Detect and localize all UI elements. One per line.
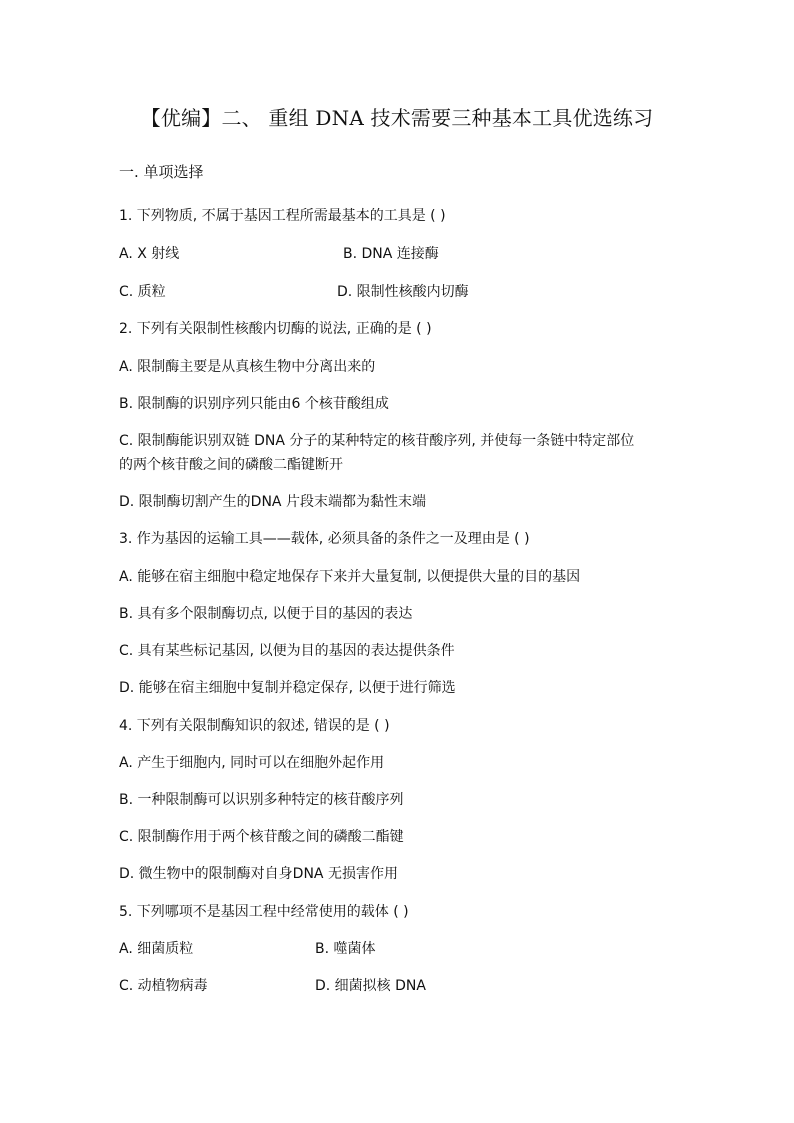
question-4-option-a: A. 产生于细胞内, 同时可以在细胞外起作用 bbox=[119, 755, 385, 771]
question-2-option-c-continued: 的两个核苷酸之间的磷酸二酯键断开 bbox=[119, 457, 343, 473]
question-4-option-d: D. 微生物中的限制酶对自身DNA 无损害作用 bbox=[119, 866, 398, 882]
question-2-option-d: D. 限制酶切割产生的DNA 片段末端都为黏性末端 bbox=[119, 494, 426, 510]
question-1-option-c: C. 质粒 bbox=[119, 284, 166, 300]
question-4-option-b: B. 一种限制酶可以识别多种特定的核苷酸序列 bbox=[119, 792, 404, 808]
question-2-stem: 2. 下列有关限制性核酸内切酶的说法, 正确的是 ( ) bbox=[119, 321, 432, 337]
question-5-option-a: A. 细菌质粒 bbox=[119, 941, 194, 957]
question-4-option-c: C. 限制酶作用于两个核苷酸之间的磷酸二酯键 bbox=[119, 829, 404, 845]
question-3-option-c: C. 具有某些标记基因, 以便为目的基因的表达提供条件 bbox=[119, 643, 455, 659]
question-2-option-c: C. 限制酶能识别双链 DNA 分子的某种特定的核苷酸序列, 并使每一条链中特定部位 bbox=[119, 433, 635, 449]
question-3-option-b: B. 具有多个限制酶切点, 以便于目的基因的表达 bbox=[119, 606, 413, 622]
section-heading: 一. 单项选择 bbox=[119, 163, 204, 181]
question-1-option-d: D. 限制性核酸内切酶 bbox=[337, 284, 469, 300]
question-4-stem: 4. 下列有关限制酶知识的叙述, 错误的是 ( ) bbox=[119, 718, 390, 734]
question-2-option-b: B. 限制酶的识别序列只能由6 个核苷酸组成 bbox=[119, 396, 389, 412]
question-2-option-a: A. 限制酶主要是从真核生物中分离出来的 bbox=[119, 359, 376, 375]
question-1-option-b: B. DNA 连接酶 bbox=[343, 246, 439, 262]
question-5-option-d: D. 细菌拟核 DNA bbox=[315, 978, 426, 994]
question-5-option-c: C. 动植物病毒 bbox=[119, 978, 208, 994]
question-3-stem: 3. 作为基因的运输工具——载体, 必须具备的条件之一及理由是 ( ) bbox=[119, 531, 530, 547]
question-3-option-d: D. 能够在宿主细胞中复制并稳定保存, 以便于进行筛选 bbox=[119, 680, 456, 696]
document-title: 【优编】二、 重组 DNA 技术需要三种基本工具优选练习 bbox=[140, 106, 654, 130]
question-5-stem: 5. 下列哪项不是基因工程中经常使用的载体 ( ) bbox=[119, 904, 409, 920]
question-5-option-b: B. 噬菌体 bbox=[315, 941, 376, 957]
question-1-stem: 1. 下列物质, 不属于基因工程所需最基本的工具是 ( ) bbox=[119, 208, 446, 224]
question-3-option-a: A. 能够在宿主细胞中稳定地保存下来并大量复制, 以便提供大量的目的基因 bbox=[119, 569, 581, 585]
question-1-option-a: A. X 射线 bbox=[119, 246, 180, 262]
